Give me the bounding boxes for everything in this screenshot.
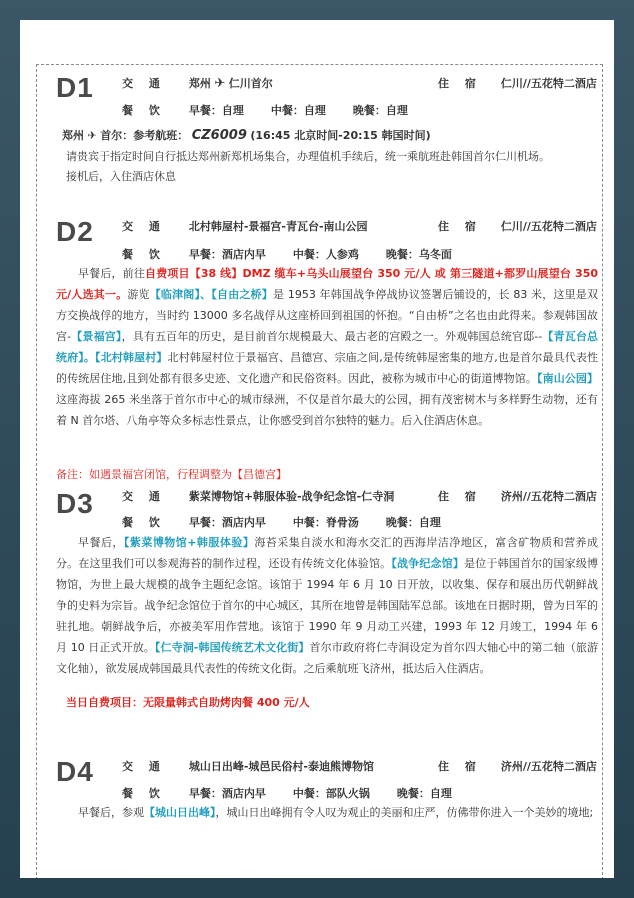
transport-row: 交 通 郑州 ✈ 仁川首尔 [122, 76, 273, 91]
day-label: D4 [56, 756, 94, 787]
plane-icon: ✈ [87, 129, 97, 142]
d1-text-2: 接机后，入住酒店休息 [66, 170, 176, 183]
day-label: D3 [56, 488, 94, 519]
itinerary-page [20, 20, 614, 878]
d2-note: 备注：如遇景福宫闭馆，行程调整为【昌德宫】 [56, 468, 287, 481]
meals-row: 餐 饮 早餐：酒店内早 中餐：部队火锅 晚餐：自理 [122, 787, 452, 800]
stay-row: 住 宿 仁川//五花特二酒店 [438, 220, 597, 233]
stay-row: 住 宿 济州//五花特二酒店 [438, 490, 597, 503]
stay-row: 住 宿 仁川//五花特二酒店 [438, 77, 597, 90]
d4-description: 早餐后，参观【城山日出峰】，城山日出峰拥有令人叹为观止的美丽和庄严，仿佛带你进入一个美妙的境地; [78, 806, 594, 819]
d1-text-1: 请贵宾于指定时间自行抵达郑州新郑机场集合，办理值机手续后，统一乘航班赴韩国首尔仁川机场。 [66, 150, 550, 163]
d2-description: 早餐后，前往自费项目【38 线】DMZ 缆车+乌头山展望台 350 元/人 或 第三隧道+都罗山展望台 350 元/人选其一。游览【临津阁】、【自由之桥】是 1953 年韩国战争停战协议签署后铺设的，长 83 米，这里是双方交换战俘的地方，当时约 13000 多名战俘从这座桥回到祖国的怀抱。“自由桥”之名也由此得来。参观韩国故宫-【景福宫】，具有五百年的历史，是目前首尔规模最大、最古老的宫殿之一。外观韩国总统官邸--【青瓦台总统府】。【北村韩屋村】北村韩屋村位于景福宫、昌德宫、宗庙之间,是传统韩屋密集的地方,也是首尔最具代表性的传统居住地,且到处都有很多史迹、文化遗产和民俗资料。因此，被称为城市中心的街道博物馆。【南山公园】这座海拔 265 米坐落于首尔市中心的城市绿洲，不仅是首尔最大的公园，拥有茂密树木与多样野生动物，还有着 N 首尔塔、八角亭等众多标志性景点，让你感受到首尔独特的魅力。后入住酒店休息。 [56, 267, 599, 427]
meals-row: 餐 饮 早餐：酒店内早 中餐：人参鸡 晚餐：乌冬面 [122, 248, 452, 261]
day-label: D1 [56, 72, 94, 103]
transport-row: 交 通 北村韩屋村-景福宫-青瓦台-南山公园 [122, 220, 368, 233]
transport-row: 交 通 城山日出峰-城邑民俗村-泰迪熊博物馆 [122, 760, 374, 773]
meals-row: 餐 饮 早餐：酒店内早 中餐：脊骨汤 晚餐：自理 [122, 516, 441, 529]
flight-row: 郑州 ✈ 首尔：参考航班： CZ6009 (16:45 北京时间-20:15 韩国时间) [62, 128, 431, 143]
transport-row: 交 通 紫菜博物馆+韩服体验-战争纪念馆-仁寺洞 [122, 490, 395, 503]
plane-icon: ✈ [214, 76, 226, 91]
d3-description: 早餐后，【紫菜博物馆+韩服体验】海苔采集自淡水和海水交汇的西海岸洁净地区，富含矿物质和营养成分。在这里我们可以参观海苔的制作过程，还设有传统文化体验馆。【战争纪念馆】是位于韩国首尔的国家级博物馆，为世上最大规模的战争主题纪念馆。该馆于 1994 年 6 月 10 日开放，以收集、保存和展出历代朝鲜战争的史料为宗旨。战争纪念馆位于首尔的中心城区，其所在地曾是韩国陆军总部。该地在日据时期，曾为日军的驻扎地。朝鲜战争后，亦被美军用作营地。该馆于 1990 年 9 月动工兴建，1993 年 12 月竣工，1994 年 6 月 10 日正式开放。【仁寺洞-韩国传统艺术文化街】首尔市政府将仁寺洞设定为首尔四大轴心中的第二轴（旅游文化轴），欲发展成韩国最具代表性的传统文化街。之后乘航班飞济州，抵达后入住酒店。 [56, 536, 599, 675]
d3-extra-cost: 当日自费项目：无限量韩式自助烤肉餐 400 元/人 [66, 696, 310, 709]
meals-row: 餐 饮 早餐：自理 中餐：自理 晚餐：自理 [122, 104, 408, 117]
day-label: D2 [56, 216, 94, 247]
stay-row: 住 宿 济州//五花特二酒店 [438, 760, 597, 773]
